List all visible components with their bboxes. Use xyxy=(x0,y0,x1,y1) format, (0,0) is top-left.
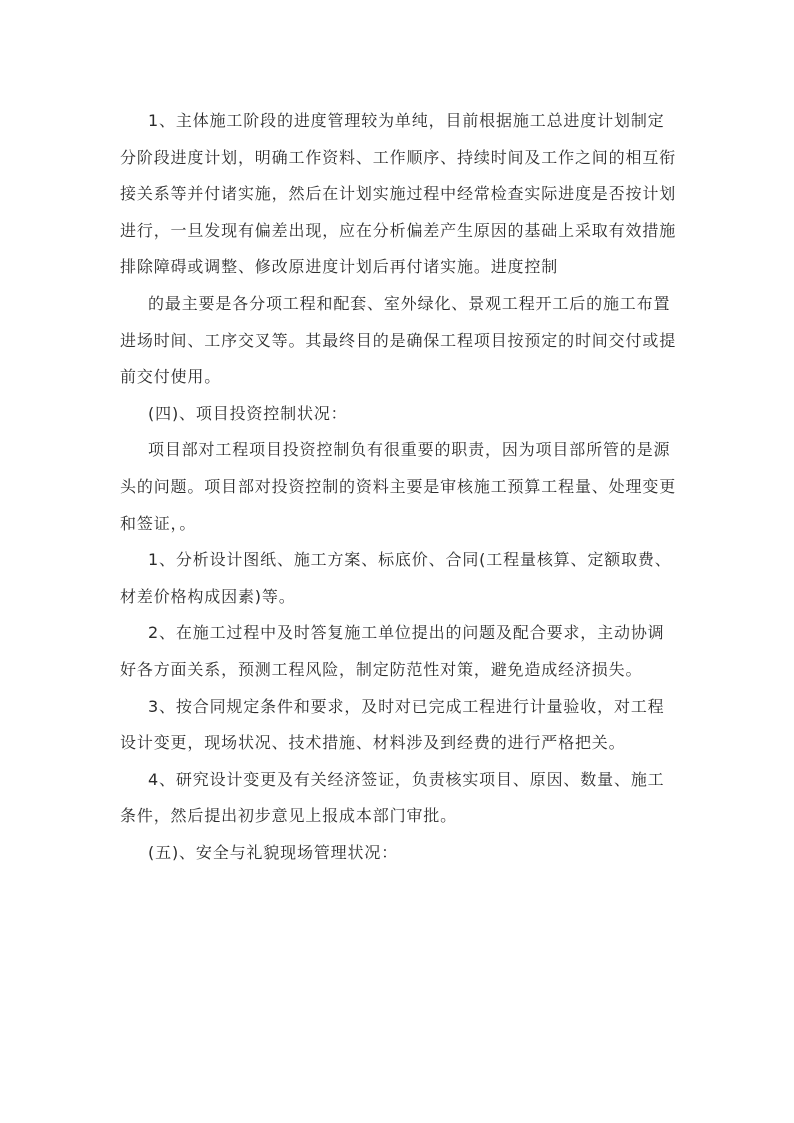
section-heading-safety-management: (五)、安全与礼貌现场管理状况： xyxy=(148,842,399,862)
list-item-2-coordination: 2、在施工过程中及时答复施工单位提出的问题及配合要求，主动协调好各方面关系，预测工程风险，制定防范性对策，避免造成经济损失。 xyxy=(120,623,665,679)
paragraph-investment-overview: 项目部对工程项目投资控制负有很重要的职责，因为项目部所管的是源头的问题。项目部对投资控制的资料主要是审核施工预算工程量、处理变更和签证，。 xyxy=(120,440,677,533)
list-item-4-design-changes: 4、研究设计变更及有关经济签证，负责核实项目、原因、数量、施工条件，然后提出初步意见上报成本部门审批。 xyxy=(120,769,665,826)
section-heading-investment-control: (四)、项目投资控制状况： xyxy=(148,403,348,423)
document-body xyxy=(120,103,680,871)
list-item-1-analysis: 1、分析设计图纸、施工方案、标底价、合同(工程量核算、定额取费、材差价格构成因素)等。 xyxy=(120,550,672,606)
paragraph-progress-management: 1、主体施工阶段的进度管理较为单纯，目前根据施工总进度计划制定分阶段进度计划，明确工作资料、工作顺序、持续时间及工作之间的相互衔接关系等并付诸实施，然后在计划实施过程中经常检查实际进度是否按计划进行，一旦发现有偏差出现，应在分析偏差产生原因的基础上采取有效措施排除障碍或调整、修改原进度计划后再付诸实施。进度控制 xyxy=(120,111,677,277)
paragraph-progress-control: 的最主要是各分项工程和配套、室外绿化、景观工程开工后的施工布置进场时间、工序交叉等。其最终目的是确保工程项目按预定的时间交付或提前交付使用。 xyxy=(120,293,677,387)
list-item-3-measurement: 3、按合同规定条件和要求，及时对已完成工程进行计量验收，对工程设计变更，现场状况、技术措施、材料涉及到经费的进行严格把关。 xyxy=(120,696,665,753)
